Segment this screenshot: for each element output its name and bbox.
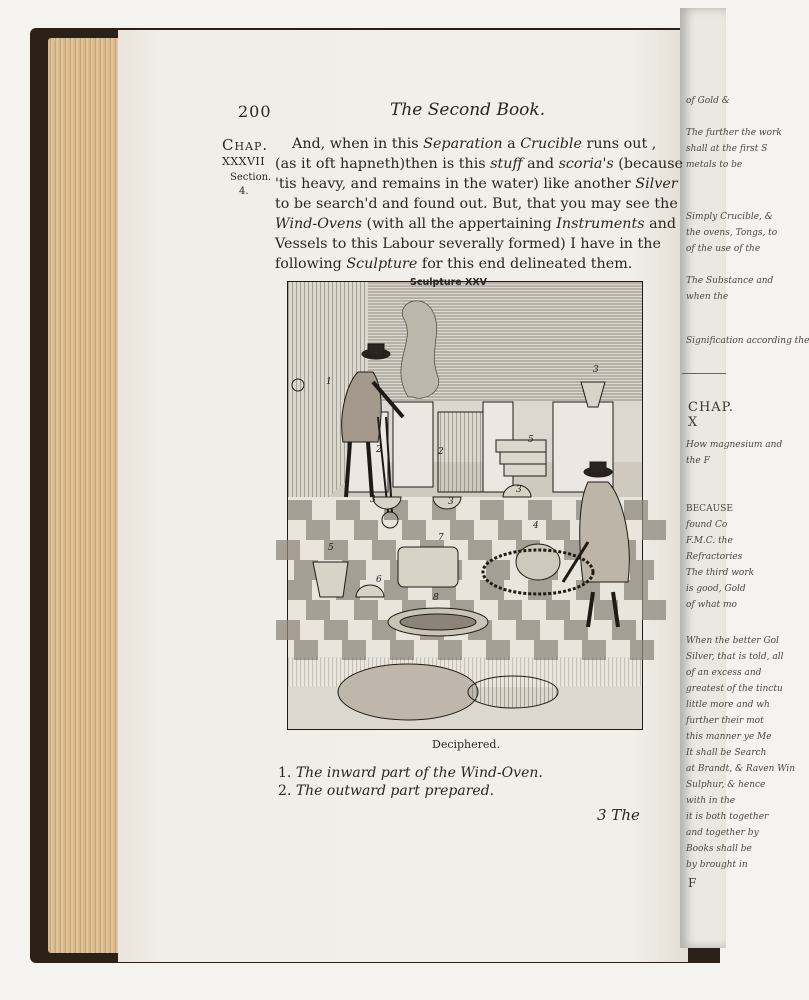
floor-tile <box>624 580 648 600</box>
figure-number: 8 <box>433 593 439 603</box>
body-line: Wind-Ovens (with all the appertaining Instruments and <box>275 216 677 232</box>
facing-text-line: BECAUSE <box>686 504 733 514</box>
floor-tile <box>480 500 504 520</box>
facing-chapter-head: CHAP. X <box>688 400 734 430</box>
facing-text-line: Silver, that is told, all <box>686 652 784 662</box>
figure-number: 3 <box>593 365 599 375</box>
legend-item: 1. The inward part of the Wind-Oven. <box>278 765 543 781</box>
facing-text-line: further their mot <box>686 716 764 726</box>
facing-text-line: found Co <box>686 520 728 530</box>
facing-text-line: of what mo <box>686 600 737 610</box>
body-line: 'tis heavy, and remains in the water) like another Silver <box>275 176 678 192</box>
floor-tile <box>354 600 378 620</box>
floor-tile <box>498 600 522 620</box>
figure-number: 3 <box>370 495 376 505</box>
facing-text-line: It shall be Search <box>686 748 767 758</box>
facing-text-line: Refractories <box>686 552 743 562</box>
facing-text-line: the F <box>686 456 710 466</box>
facing-text-line: greatest of the tinctu <box>686 684 783 694</box>
figure-number: 1 <box>326 377 332 387</box>
engraving-illustration <box>288 282 642 729</box>
floor-tile <box>624 500 648 520</box>
facing-text-line: The further the work <box>686 128 782 138</box>
facing-text-line: is good, Gold <box>686 584 746 594</box>
floor-tile <box>372 540 396 560</box>
floor-tile <box>276 620 300 640</box>
facing-text-line: the ovens, Tongs, to <box>686 228 778 238</box>
margin-chapter-number: XXXVII <box>222 155 266 168</box>
facing-page <box>680 8 809 948</box>
facing-text-line: this manner ye Me <box>686 732 772 742</box>
floor-tile <box>642 520 666 540</box>
facing-text-line: and together by <box>686 828 759 838</box>
facing-text-line: of the use of the <box>686 244 761 254</box>
figure-number: 3 <box>448 497 454 507</box>
margin-chapter: Chap. <box>222 136 269 154</box>
floor-tile <box>402 520 426 540</box>
facing-text-line: shall at the first S <box>686 144 768 154</box>
facing-text-line: When the better Gol <box>686 636 779 646</box>
facing-text-line: with in the <box>686 796 736 806</box>
facing-text-line: by brought in <box>686 860 748 870</box>
engraving-plate <box>287 281 643 730</box>
figure-number: 7 <box>438 533 444 543</box>
floor-tile <box>306 520 330 540</box>
body-line: Vessels to this Labour severally formed) I have in the <box>275 236 661 252</box>
facing-rule <box>682 373 726 374</box>
floor-tile <box>468 540 492 560</box>
figure-number: 4 <box>533 521 539 531</box>
floor-tile <box>528 580 552 600</box>
figure-number: 3 <box>516 485 522 495</box>
floor-tile <box>546 520 570 540</box>
page-number: 200 <box>238 102 272 121</box>
margin-section-number: 4. <box>239 186 249 197</box>
floor-tile <box>354 520 378 540</box>
body-line: following Sculpture for this end delineated them. <box>275 256 633 272</box>
floor-tile <box>324 620 348 640</box>
facing-text-line: little more and wh <box>686 700 770 710</box>
floor-tile <box>546 600 570 620</box>
facing-text-line: Books shall be <box>686 844 752 854</box>
floor-tile <box>498 520 522 540</box>
facing-text-line: it is both together <box>686 812 769 822</box>
facing-text-line: of Gold & <box>686 96 730 106</box>
legend-item: 2. The outward part prepared. <box>278 783 495 799</box>
figure-number: 6 <box>376 575 382 585</box>
facing-text-line: F.M.C. the <box>686 536 733 546</box>
body-line: (as it oft hapneth)then is this stuff and scoria's (because <box>275 156 683 172</box>
facing-text-line: How magnesium and <box>686 440 783 450</box>
figure-number: 2 <box>438 447 444 457</box>
floor-tile <box>306 600 330 620</box>
floor-tile <box>288 500 312 520</box>
figure-caption: Deciphered. <box>432 738 500 751</box>
floor-tile <box>336 500 360 520</box>
facing-text-line: at Brandt, & Raven Win <box>686 764 796 774</box>
floor-tile <box>564 620 588 640</box>
facing-text-line: The Substance and <box>686 276 774 286</box>
floor-tile <box>516 620 540 640</box>
floor-tile <box>642 600 666 620</box>
page-fore-edge <box>48 38 122 953</box>
facing-text-line: Simply Crucible, & <box>686 212 773 222</box>
figure-number: 5 <box>528 435 534 445</box>
facing-text-line: when the <box>686 292 729 302</box>
figure-number: 5 <box>328 543 334 553</box>
body-line: to be search'd and found out. But, that you may see the <box>275 196 678 212</box>
running-head: The Second Book. <box>390 100 546 120</box>
facing-text-line: of an excess and <box>686 668 762 678</box>
margin-section-label: Section. <box>230 172 272 183</box>
figure-title: Sculpture XXV <box>410 277 488 288</box>
facing-text-line: Sulphur, & hence <box>686 780 766 790</box>
facing-text-line: Signification according the <box>686 336 809 346</box>
facing-text-line: The third work <box>686 568 755 578</box>
catchword: 3 The <box>597 806 640 824</box>
floor-tile <box>288 580 312 600</box>
floor-tile <box>528 500 552 520</box>
facing-text-line: F <box>688 876 698 890</box>
figure-number: 2 <box>376 445 382 455</box>
floor-tile <box>276 540 300 560</box>
floor-tile <box>450 520 474 540</box>
facing-text-line: metals to be <box>686 160 743 170</box>
body-line: And, when in this Separation a Crucible runs out , <box>292 136 657 152</box>
floor-tile <box>486 560 510 580</box>
floor-tile <box>630 560 654 580</box>
